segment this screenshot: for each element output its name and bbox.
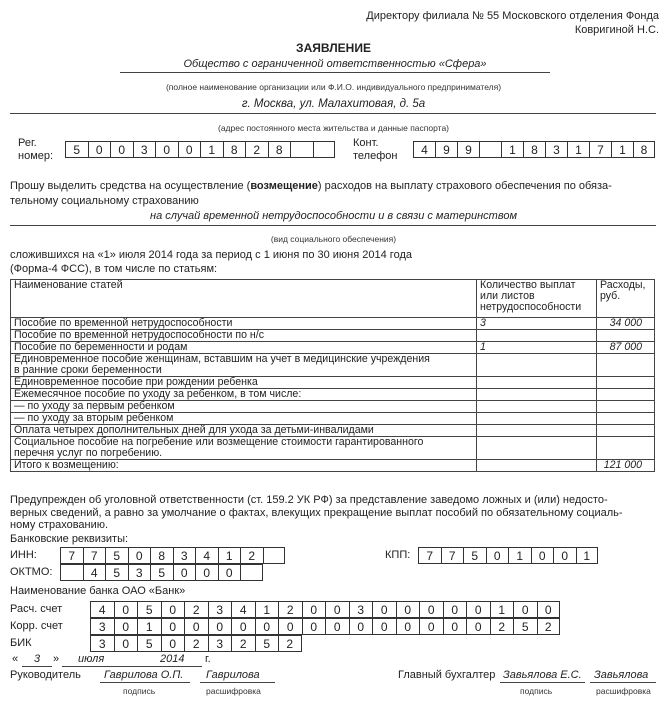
digit-cell: 7 bbox=[418, 547, 441, 564]
warning-line-1: Предупрежден об уголовной ответственности (ст. 159.2 УК РФ) за представление заведомо ложных и (или) недосто- bbox=[10, 494, 608, 506]
org-address-line bbox=[10, 113, 656, 114]
row-amount: 34 000 bbox=[596, 318, 654, 330]
date-month-line bbox=[62, 666, 202, 667]
digit-cell: 3 bbox=[545, 141, 567, 158]
table-row bbox=[11, 389, 655, 401]
org-address: г. Москва, ул. Малахитовая, д. 5а bbox=[241, 98, 426, 110]
digit-cell: 0 bbox=[184, 618, 208, 635]
row-name-line2: в ранние сроки беременности bbox=[14, 364, 162, 376]
row-amount bbox=[596, 413, 654, 425]
digit-cell: 4 bbox=[231, 601, 255, 618]
row-count bbox=[477, 413, 597, 425]
digit-cell: 3 bbox=[208, 635, 232, 652]
digit-cell: 8 bbox=[633, 141, 655, 158]
header-count bbox=[477, 280, 597, 318]
addressee-line-2: Ковригиной Н.С. bbox=[574, 24, 659, 36]
request-text-pre: Прошу выделить средства на осуществление ( bbox=[10, 180, 251, 192]
digit-cell: 3 bbox=[90, 635, 114, 652]
corr-cells bbox=[90, 618, 560, 635]
table-row bbox=[11, 413, 655, 425]
period-line-2: (Форма-4 ФСС), в том числе по статьям: bbox=[10, 263, 218, 275]
digit-cell: 3 bbox=[133, 141, 156, 158]
expenses-table bbox=[10, 279, 655, 472]
row-amount bbox=[596, 437, 654, 460]
request-line-1 bbox=[10, 180, 660, 192]
row-name bbox=[11, 413, 477, 425]
request-line-2: тельному социальному страхованию bbox=[10, 195, 199, 207]
digit-cell: 0 bbox=[128, 547, 151, 564]
account-cells bbox=[90, 601, 560, 618]
digit-cell: 0 bbox=[114, 635, 138, 652]
row-count bbox=[477, 330, 597, 342]
digit-cell: 0 bbox=[372, 618, 396, 635]
accountant-name: Завьялова bbox=[594, 669, 649, 681]
digit-cell: 0 bbox=[114, 601, 138, 618]
row-name-line1: Единовременное пособие при рождении ребенка bbox=[14, 376, 258, 388]
header-count-l1: Количество выплат bbox=[480, 279, 576, 291]
row-name bbox=[11, 342, 477, 354]
table-row bbox=[11, 437, 655, 460]
digit-cell: 2 bbox=[184, 601, 208, 618]
digit-cell: 4 bbox=[90, 601, 114, 618]
row-name-line1: Ежемесячное пособие по уходу за ребенком, в том числе: bbox=[14, 388, 302, 400]
digit-cell: 5 bbox=[137, 635, 161, 652]
header-amount bbox=[596, 280, 654, 318]
head-label: Руководитель bbox=[10, 669, 81, 681]
digit-cell: 5 bbox=[105, 564, 128, 581]
row-name bbox=[11, 437, 477, 460]
request-text-post: ) расходов на выплату страхового обеспечения по обяза- bbox=[317, 180, 612, 192]
digit-cell: 0 bbox=[486, 547, 509, 564]
row-amount bbox=[596, 330, 654, 342]
digit-cell: 2 bbox=[184, 635, 208, 652]
row-name bbox=[11, 318, 477, 330]
accountant-label: Главный бухгалтер bbox=[398, 669, 496, 681]
digit-cell: 0 bbox=[208, 618, 232, 635]
period-line-1: сложившихся на «1» июля 2014 года за период с 1 июня по 30 июня 2014 года bbox=[10, 249, 412, 261]
head-name-line bbox=[200, 682, 275, 683]
header-name: Наименование статей bbox=[11, 280, 477, 318]
kpp-label: КПП: bbox=[385, 549, 411, 561]
digit-cell: 2 bbox=[278, 601, 302, 618]
digit-cell: 1 bbox=[508, 547, 531, 564]
row-count bbox=[477, 425, 597, 437]
digit-cell: 0 bbox=[443, 601, 467, 618]
digit-cell: 1 bbox=[611, 141, 633, 158]
digit-cell: 1 bbox=[255, 601, 279, 618]
head-signature: Гаврилова О.П. bbox=[104, 669, 184, 681]
row-amount bbox=[596, 425, 654, 437]
oktmo-label: ОКТМО: bbox=[10, 566, 53, 578]
digit-cell: 4 bbox=[83, 564, 106, 581]
row-name-line1: Пособие по временной нетрудоспособности по н/с bbox=[14, 329, 264, 341]
digit-cell bbox=[240, 564, 263, 581]
digit-cell: 2 bbox=[240, 547, 263, 564]
digit-cell: 8 bbox=[150, 547, 173, 564]
digit-cell: 0 bbox=[396, 618, 420, 635]
digit-cell: 0 bbox=[553, 547, 576, 564]
digit-cell: 7 bbox=[441, 547, 464, 564]
accountant-signature: Завьялова Е.С. bbox=[503, 669, 582, 681]
digit-cell: 0 bbox=[396, 601, 420, 618]
oktmo-cells bbox=[60, 564, 263, 581]
digit-cell: 0 bbox=[88, 141, 111, 158]
header-count-l3: нетрудоспособности bbox=[480, 301, 582, 313]
row-amount bbox=[596, 401, 654, 413]
insurance-type-line bbox=[10, 225, 656, 226]
digit-cell: 4 bbox=[195, 547, 218, 564]
digit-cell: 8 bbox=[268, 141, 291, 158]
digit-cell: 3 bbox=[208, 601, 232, 618]
insurance-caption: (вид социального обеспечения) bbox=[270, 234, 397, 244]
org-address-caption: (адрес постоянного места жительства и данные паспорта) bbox=[217, 123, 450, 133]
addressee-line-1: Директору филиала № 55 Московского отделения Фонда bbox=[366, 10, 659, 22]
row-name-line1: Единовременное пособие женщинам, вставшим на учет в медицинские учреждения bbox=[14, 353, 430, 365]
digit-cell: 1 bbox=[567, 141, 589, 158]
digit-cell: 5 bbox=[137, 601, 161, 618]
warning-text bbox=[10, 494, 660, 532]
accountant-name-line bbox=[590, 682, 656, 683]
row-count: 3 bbox=[477, 318, 597, 330]
row-count bbox=[477, 377, 597, 389]
digit-cell: 0 bbox=[110, 141, 133, 158]
digit-cell: 0 bbox=[178, 141, 201, 158]
date-year: 2014 bbox=[160, 653, 185, 665]
digit-cell bbox=[290, 141, 313, 158]
date-day: 3 bbox=[33, 653, 41, 665]
reg-number-cells bbox=[65, 141, 335, 158]
digit-cell: 0 bbox=[349, 618, 373, 635]
row-name bbox=[11, 377, 477, 389]
reg-label-line2: номер: bbox=[18, 150, 54, 162]
header-count-l2: или листов bbox=[480, 290, 535, 302]
org-name: Общество с ограниченной ответственностью «Сфера» bbox=[183, 58, 487, 70]
inn-label: ИНН: bbox=[10, 549, 37, 561]
digit-cell: 0 bbox=[466, 618, 490, 635]
account-label: Расч. счет bbox=[10, 603, 63, 615]
digit-cell: 0 bbox=[195, 564, 218, 581]
row-count bbox=[477, 354, 597, 377]
table-row bbox=[11, 354, 655, 377]
digit-cell: 9 bbox=[457, 141, 479, 158]
digit-cell: 7 bbox=[60, 547, 83, 564]
digit-cell bbox=[479, 141, 501, 158]
digit-cell: 0 bbox=[231, 618, 255, 635]
bank-section-label: Банковские реквизиты: bbox=[10, 533, 129, 545]
digit-cell: 0 bbox=[302, 618, 326, 635]
reg-label bbox=[18, 137, 53, 163]
digit-cell: 0 bbox=[537, 601, 561, 618]
digit-cell: 4 bbox=[413, 141, 435, 158]
accountant-decode-caption: расшифровка bbox=[596, 686, 651, 696]
corr-label: Корр. счет bbox=[10, 620, 63, 632]
digit-cell: 3 bbox=[173, 547, 196, 564]
head-decode-caption: расшифровка bbox=[206, 686, 261, 696]
document-title: ЗАЯВЛЕНИЕ bbox=[296, 41, 371, 55]
digit-cell: 3 bbox=[128, 564, 151, 581]
row-name bbox=[11, 401, 477, 413]
row-name-line1: — по уходу за вторым ребенком bbox=[14, 412, 174, 424]
row-count: 1 bbox=[477, 342, 597, 354]
digit-cell: 1 bbox=[200, 141, 223, 158]
digit-cell: 0 bbox=[161, 601, 185, 618]
row-amount bbox=[596, 354, 654, 377]
row-name-line1: Пособие по беременности и родам bbox=[14, 341, 188, 353]
digit-cell: 2 bbox=[245, 141, 268, 158]
digit-cell: 1 bbox=[501, 141, 523, 158]
head-name: Гаврилова bbox=[206, 669, 260, 681]
header-amount-l1: Расходы, bbox=[599, 279, 646, 291]
table-row bbox=[11, 401, 655, 413]
head-sign-caption: подпись bbox=[123, 686, 156, 696]
digit-cell: 0 bbox=[155, 141, 178, 158]
date-close-quote: » bbox=[53, 653, 60, 665]
inn-cells bbox=[60, 547, 285, 564]
table-row bbox=[11, 460, 655, 472]
digit-cell: 3 bbox=[349, 601, 373, 618]
phone-cells bbox=[413, 141, 655, 158]
phone-label-line1: Конт. bbox=[353, 137, 379, 149]
row-amount bbox=[596, 377, 654, 389]
digit-cell: 0 bbox=[513, 601, 537, 618]
digit-cell: 0 bbox=[466, 601, 490, 618]
header-amount-l2: руб. bbox=[599, 290, 621, 302]
digit-cell: 0 bbox=[372, 601, 396, 618]
digit-cell: 2 bbox=[278, 635, 302, 652]
row-name-line1: Оплата четырех дополнительных дней для ухода за детьми-инвалидами bbox=[14, 424, 374, 436]
date-day-line bbox=[22, 666, 52, 667]
reg-label-line1: Рег. bbox=[18, 137, 37, 149]
digit-cell: 0 bbox=[218, 564, 241, 581]
row-name-line1: — по уходу за первым ребенком bbox=[14, 400, 175, 412]
table-row bbox=[11, 318, 655, 330]
accountant-sign-caption: подпись bbox=[520, 686, 553, 696]
warning-line-3: ному страхованию. bbox=[10, 519, 109, 531]
digit-cell: 2 bbox=[537, 618, 561, 635]
table-header-row bbox=[11, 280, 655, 318]
digit-cell: 9 bbox=[435, 141, 457, 158]
table-row bbox=[11, 330, 655, 342]
digit-cell: 5 bbox=[513, 618, 537, 635]
org-name-caption: (полное наименование организации или Ф.И.О. индивидуального предпринимателя) bbox=[165, 82, 502, 92]
bank-name: Наименование банка ОАО «Банк» bbox=[10, 585, 186, 597]
digit-cell: 0 bbox=[161, 635, 185, 652]
digit-cell: 0 bbox=[161, 618, 185, 635]
digit-cell: 0 bbox=[325, 601, 349, 618]
row-name bbox=[11, 389, 477, 401]
table-row bbox=[11, 342, 655, 354]
table-row bbox=[11, 425, 655, 437]
row-amount bbox=[596, 389, 654, 401]
digit-cell: 0 bbox=[419, 618, 443, 635]
row-name bbox=[11, 330, 477, 342]
digit-cell: 2 bbox=[490, 618, 514, 635]
row-count bbox=[477, 389, 597, 401]
digit-cell: 5 bbox=[150, 564, 173, 581]
warning-line-2: верных сведений, а равно за умолчание о фактах, влекущих прекращение выплат пособий по обязательному социаль- bbox=[10, 506, 623, 519]
row-name-line1: Итого к возмещению: bbox=[14, 459, 119, 471]
digit-cell: 0 bbox=[419, 601, 443, 618]
kpp-cells bbox=[418, 547, 598, 564]
row-name bbox=[11, 354, 477, 377]
digit-cell: 0 bbox=[302, 601, 326, 618]
row-name-line1: Пособие по временной нетрудоспособности bbox=[14, 317, 233, 329]
digit-cell: 0 bbox=[325, 618, 349, 635]
digit-cell: 0 bbox=[443, 618, 467, 635]
digit-cell: 0 bbox=[173, 564, 196, 581]
date-month: июля bbox=[78, 653, 105, 665]
digit-cell: 5 bbox=[65, 141, 88, 158]
digit-cell: 7 bbox=[83, 547, 106, 564]
accountant-signature-line bbox=[500, 682, 585, 683]
digit-cell: 0 bbox=[531, 547, 554, 564]
table-row bbox=[11, 377, 655, 389]
digit-cell: 2 bbox=[231, 635, 255, 652]
row-count bbox=[477, 437, 597, 460]
digit-cell: 3 bbox=[90, 618, 114, 635]
digit-cell bbox=[263, 547, 286, 564]
digit-cell: 5 bbox=[463, 547, 486, 564]
row-name bbox=[11, 425, 477, 437]
row-count bbox=[477, 460, 597, 472]
digit-cell: 1 bbox=[490, 601, 514, 618]
insurance-type: на случай временной нетрудоспособности и в связи с материнством bbox=[150, 210, 517, 222]
digit-cell bbox=[60, 564, 83, 581]
bik-cells bbox=[90, 635, 302, 652]
request-text-bold: возмещение bbox=[250, 180, 318, 192]
digit-cell: 0 bbox=[114, 618, 138, 635]
digit-cell: 8 bbox=[523, 141, 545, 158]
digit-cell: 1 bbox=[137, 618, 161, 635]
date-suffix: г. bbox=[205, 653, 211, 665]
row-amount: 87 000 bbox=[596, 342, 654, 354]
digit-cell: 5 bbox=[105, 547, 128, 564]
digit-cell: 0 bbox=[255, 618, 279, 635]
digit-cell: 5 bbox=[255, 635, 279, 652]
head-signature-line bbox=[100, 682, 190, 683]
row-amount: 121 000 bbox=[596, 460, 654, 472]
org-name-line bbox=[120, 72, 550, 73]
bik-label: БИК bbox=[10, 637, 32, 649]
date-open-quote: « bbox=[12, 653, 19, 665]
phone-label bbox=[353, 137, 397, 163]
digit-cell bbox=[313, 141, 336, 158]
row-name-line2: перечня услуг по погребению. bbox=[14, 447, 163, 459]
phone-label-line2: телефон bbox=[353, 150, 398, 162]
digit-cell: 8 bbox=[223, 141, 246, 158]
digit-cell: 1 bbox=[218, 547, 241, 564]
row-name-line1: Социальное пособие на погребение или возмещение стоимости гарантированного bbox=[14, 436, 424, 448]
digit-cell: 0 bbox=[278, 618, 302, 635]
row-name bbox=[11, 460, 477, 472]
row-count bbox=[477, 401, 597, 413]
digit-cell: 1 bbox=[576, 547, 599, 564]
digit-cell: 7 bbox=[589, 141, 611, 158]
